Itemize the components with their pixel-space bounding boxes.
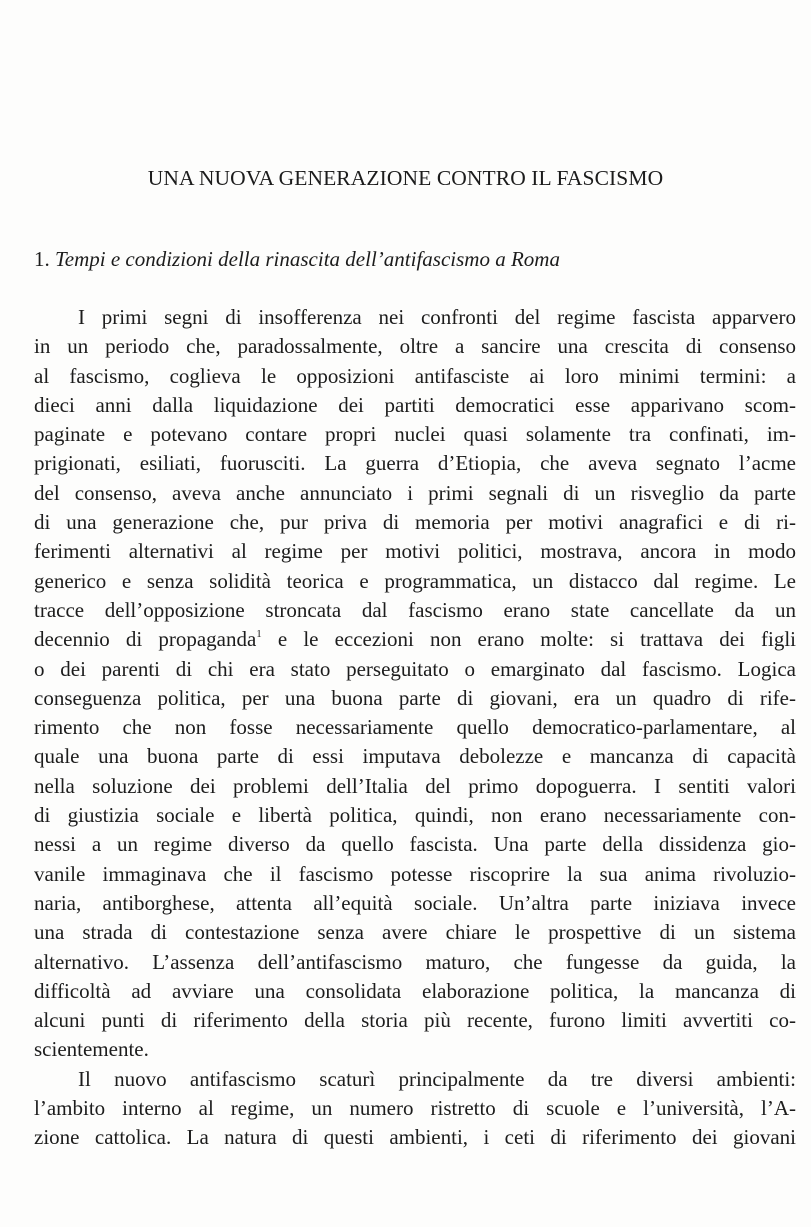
text-line: generico e senza solidità teorica e programmatica, un distacco dal regime. Le (34, 568, 796, 593)
text-line: naria, antiborghese, attenta all’equità sociale. Un’altra parte iniziava invece (34, 890, 796, 915)
footnote-marker[interactable]: 1 (256, 628, 262, 641)
text-line: alternativo. L’assenza dell’antifascismo maturo, che fungesse da guida, la (34, 949, 796, 974)
text-segment: decennio di propaganda (34, 627, 257, 652)
section-title: Tempi e condizioni della rinascita dell’antifascismo a Roma (55, 247, 560, 271)
section-number: 1. (34, 247, 50, 271)
text-line-with-footnote (34, 625, 796, 654)
text-line: del consenso, aveva anche annunciato i primi segnali di un risveglio da parte (34, 480, 796, 505)
section-heading (34, 247, 794, 272)
text-line: rimento che non fosse necessariamente quello democratico-parlamentare, al (34, 715, 796, 740)
text-line: nella soluzione dei problemi dell’Italia del primo dopoguerra. I sentiti valori (34, 773, 796, 798)
text-line: scientemente. (34, 1037, 149, 1062)
text-line: di giustizia sociale e libertà politica, quindi, non erano necessariamente con- (34, 803, 796, 828)
text-line: alcuni punti di riferimento della storia più recente, furono limiti avvertiti co- (34, 1008, 796, 1033)
text-line: in un periodo che, paradossalmente, oltre a sancire una crescita di consenso (34, 334, 796, 359)
text-line: I primi segni di insofferenza nei confronti del regime fascista apparvero (78, 305, 796, 329)
text-line: l’ambito interno al regime, un numero ristretto di scuole e l’università, l’A- (34, 1096, 796, 1121)
text-line: nessi a un regime diverso da quello fascista. Una parte della dissidenza gio- (34, 832, 796, 857)
text-line: dieci anni dalla liquidazione dei partiti democratici esse apparivano scom- (34, 392, 796, 417)
text-line: ferimenti alternativi al regime per motivi politici, mostrava, ancora in modo (34, 539, 796, 564)
paragraph-1 (34, 303, 796, 1065)
text-line: o dei parenti di chi era stato perseguitato o emarginato dal fascismo. Logica (34, 656, 796, 681)
body-text (34, 303, 796, 1153)
text-line: Il nuovo antifascismo scaturì principalmente da tre diversi ambienti: (78, 1066, 796, 1091)
text-line: quale una buona parte di essi imputava debolezze e mancanza di capacità (34, 744, 796, 769)
text-line: conseguenza politica, per una buona parte di giovani, era un quadro di rife- (34, 685, 796, 710)
text-line: una strada di contestazione senza avere chiare le prospettive di un sistema (34, 920, 796, 945)
text-line: difficoltà ad avviare una consolidata elaborazione politica, la mancanza di (34, 978, 796, 1003)
text-line: al fascismo, coglieva le opposizioni antifasciste ai loro minimi termini: a (34, 363, 796, 388)
text-line: zione cattolica. La natura di questi ambienti, i ceti di riferimento dei giovani (34, 1125, 796, 1150)
text-line: prigionati, esiliati, fuorusciti. La guerra d’Etiopia, che aveva segnato l’acme (34, 451, 796, 476)
text-line: paginate e potevano contare propri nuclei quasi solamente tra confinati, im- (34, 422, 796, 447)
text-segment: e le eccezioni non erano molte: si trattava dei figli (261, 627, 796, 652)
chapter-title: UNA NUOVA GENERAZIONE CONTRO IL FASCISMO (147, 166, 664, 190)
paragraph-2 (34, 1065, 796, 1153)
text-line: vanile immaginava che il fascismo potesse riscoprire la sua anima rivoluzio- (34, 861, 796, 886)
text-line: di una generazione che, pur priva di memoria per motivi anagrafici e di ri- (34, 510, 796, 535)
text-line: tracce dell’opposizione stroncata dal fascismo erano state cancellate da un (34, 597, 796, 622)
